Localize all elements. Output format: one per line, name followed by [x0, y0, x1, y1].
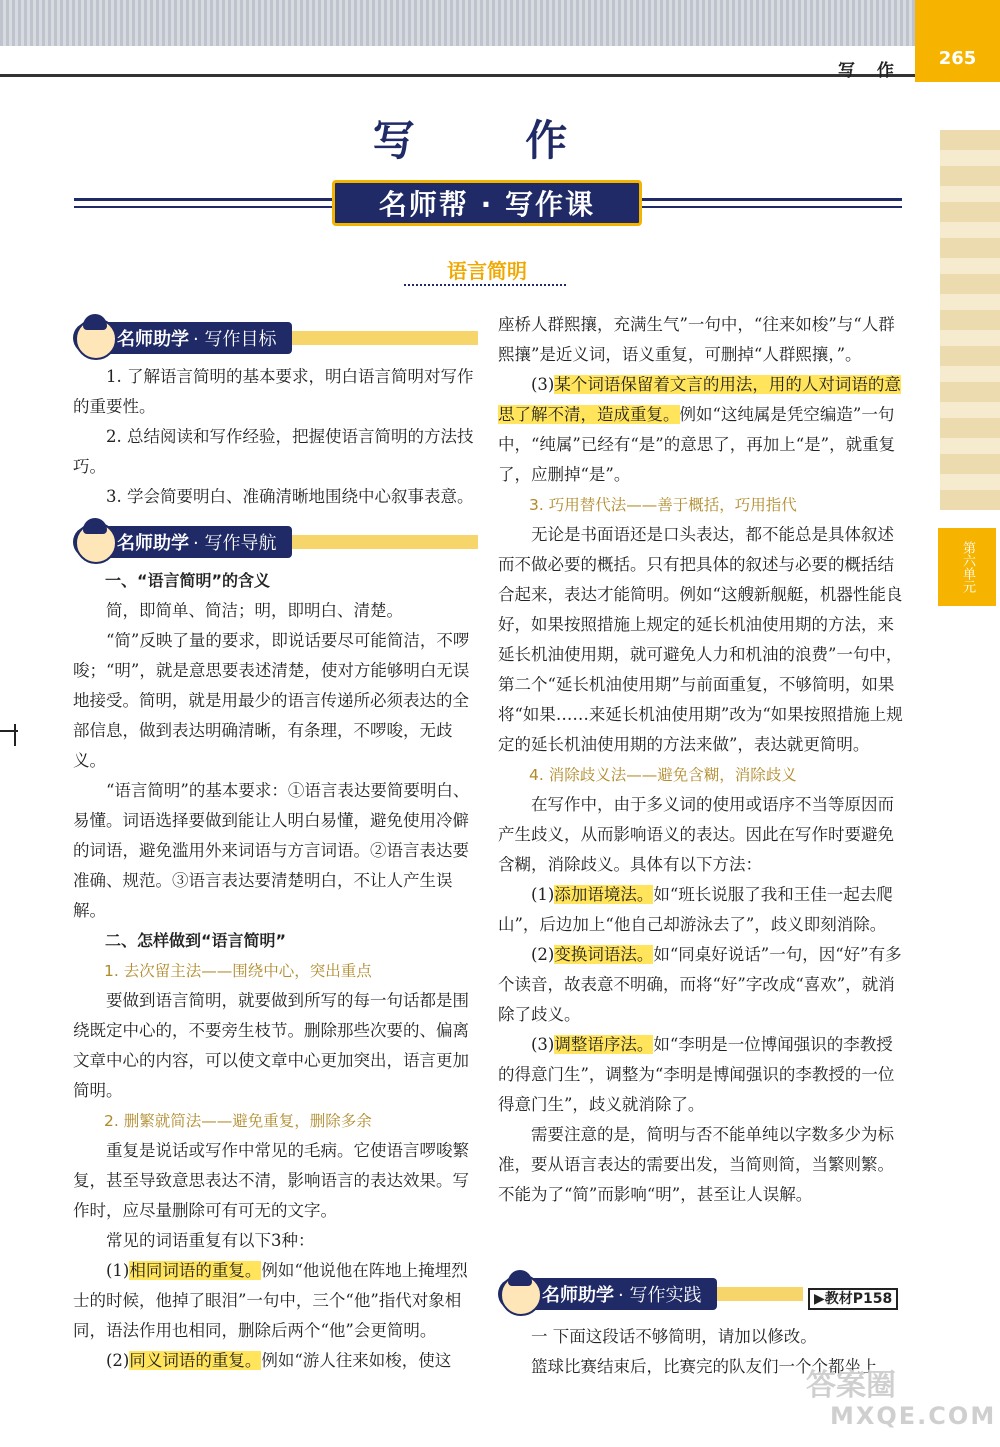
paragraph: 要做到语言简明，就要做到所写的每一句话都是围绕既定中心的，不要旁生枝节。删除那些次要的、偏离文章中心的内容，可以使文章中心更加突出，语言更加简明。: [73, 991, 469, 1100]
crop-mark: [14, 724, 16, 746]
nav-header: 名师助学 · 写作导航: [73, 522, 478, 562]
paragraph: 无论是书面语还是口头表达，都不能总是具体叙述而不做必要的概括。只有把具体的叙述与必要的概括结合起来，表达才能简明。例如“这艘新舰艇，机器性能良好，如果按照措施上规定的延长机油使用期的方法，来延长机油使用期，就可避免人力和机油的浪费”一句中，第二个“延长机油使用期”与前面重复，不够简明，如果将“如果……来延长机油使用期”改为“如果按照措施上规定的延长机油使用期的方法来做”，表达就更简明。: [498, 525, 903, 754]
unit-tab: 第六单元: [938, 528, 996, 606]
section-banner: [74, 178, 902, 232]
ambiguity-method-3: (3)调整语序法。如“李明是一位博闻强识的李教授的得意门生”，调整为“李明是博闻强识的李教授的一位得意门生”，歧义就消除了。: [498, 1035, 895, 1114]
method-heading: 1. 去次留主法——围绕中心，突出重点: [104, 962, 372, 980]
method-heading: 4. 消除歧义法——避免含糊，消除歧义: [529, 766, 797, 784]
watermark-url: MXQE.COM: [830, 1402, 997, 1430]
textbook-ref: ▶教材P158: [808, 1288, 898, 1310]
method-heading: 3. 巧用替代法——善于概括，巧用指代: [529, 496, 797, 514]
paragraph: “简”反映了量的要求，即说话要尽可能简洁，不啰唆；“明”，就是意思要表述清楚，使对方能够明白无误地接受。简明，就是用最少的语言传递所必须表达的全部信息，做到表达明确清晰，有条理，不啰唆，无歧义。: [73, 631, 470, 770]
banner-label: 名师帮 · 写作课: [332, 180, 642, 226]
right-column: [498, 310, 903, 1210]
goal-item: 3. 学会简要明白、准确清晰地围绕中心叙事表意。: [106, 487, 474, 506]
topic-subtitle: 语言简明: [447, 259, 527, 283]
page-title: 写 作: [372, 116, 616, 165]
ambiguity-method-2: (2)变换词语法。如“同桌好说话”一句，因“好”有多个读音，故表意不明确，而将“好”字改成“喜欢”，就消除了歧义。: [498, 945, 902, 1024]
paragraph: 需要注意的是，简明与否不能单纯以字数多少为标准，要从语言表达的需要出发，当简则简，当繁则繁。不能为了“简”而影响“明”，甚至让人误解。: [498, 1125, 894, 1204]
subtitle-underline: [404, 284, 566, 286]
running-head: 写 作: [838, 61, 902, 81]
paragraph: 重复是说话或写作中常见的毛病。它使语言啰唆繁复，甚至导致意思表达不清，影响语言的表达效果。写作时，应尽量删除可有可无的文字。: [73, 1141, 469, 1220]
repeat-type-1: (1)相同词语的重复。例如“他说他在阵地上掩埋烈士的时候，他掉了眼泪”一句中，三个“他”指代对象相同，语法作用也相同，删除后两个“他”会更简明。: [73, 1261, 468, 1340]
ambiguity-method-1: (1)添加语境法。如“班长说服了我和王佳一起去爬山”，后边加上“他自己却游泳去了”，歧义即刻消除。: [498, 885, 893, 934]
repeat-type-2: (2)同义词语的重复。例如“游人往来如梭，使这: [106, 1351, 452, 1370]
question-text: 篮球比赛结束后，比赛完的队友们一个个都坐上: [531, 1357, 878, 1376]
paragraph: 在写作中，由于多义词的使用或语序不当等原因而产生歧义，从而影响语义的表达。因此在写作时要避免含糊，消除歧义。具体有以下方法：: [498, 795, 894, 874]
goal-header: 名师助学 · 写作目标: [73, 318, 478, 358]
header-rule: [0, 74, 915, 77]
teacher-avatar-icon: [75, 522, 117, 564]
page-edge-tabs: [940, 130, 1000, 510]
section-heading: 一、“语言简明”的含义: [105, 571, 271, 590]
paragraph: 简，即简单、简洁；明，即明白、清楚。: [106, 601, 403, 620]
repeat-type-3: (3)某个词语保留着文言的用法，用的人对词语的意思了解不清，造成重复。例如“这纯属是凭空编造”一句中，“纯属”已经有“是”的意思了，再加上“是”，就重复了，应删掉“是”。: [498, 375, 901, 484]
page-number: 265: [915, 0, 1000, 82]
teacher-avatar-icon: [500, 1274, 542, 1316]
left-column: [73, 566, 478, 1376]
paragraph: 常见的词语重复有以下3种：: [106, 1231, 315, 1250]
goal-item: 2. 总结阅读和写作经验，把握使语言简明的方法技巧。: [73, 427, 474, 476]
top-band: [0, 0, 915, 46]
left-goals: [73, 362, 478, 512]
teacher-avatar-icon: [75, 318, 117, 360]
goal-item: 1. 了解语言简明的基本要求，明白语言简明对写作的重要性。: [73, 367, 474, 416]
method-heading: 2. 删繁就简法——避免重复，删除多余: [104, 1112, 372, 1130]
watermark-logo: 答案圈: [806, 1368, 896, 1403]
question-prompt: 一 下面这段话不够简明，请加以修改。: [531, 1327, 817, 1346]
section-heading: 二、怎样做到“语言简明”: [105, 931, 287, 950]
practice-header: 名师助学 · 写作实践: [498, 1274, 803, 1314]
paragraph: 座桥人群熙攘，充满生气”一句中，“往来如梭”与“人群熙攘”是近义词，语义重复，可删掉“人群熙攘，”。: [498, 315, 895, 364]
paragraph: “语言简明”的基本要求：①语言表达要简要明白、易懂。词语选择要做到能让人明白易懂，避免使用冷僻的词语，避免滥用外来词语与方言词语。②语言表达要准确、规范。③语言表达要清楚明白，不让人产生误解。: [73, 781, 470, 920]
